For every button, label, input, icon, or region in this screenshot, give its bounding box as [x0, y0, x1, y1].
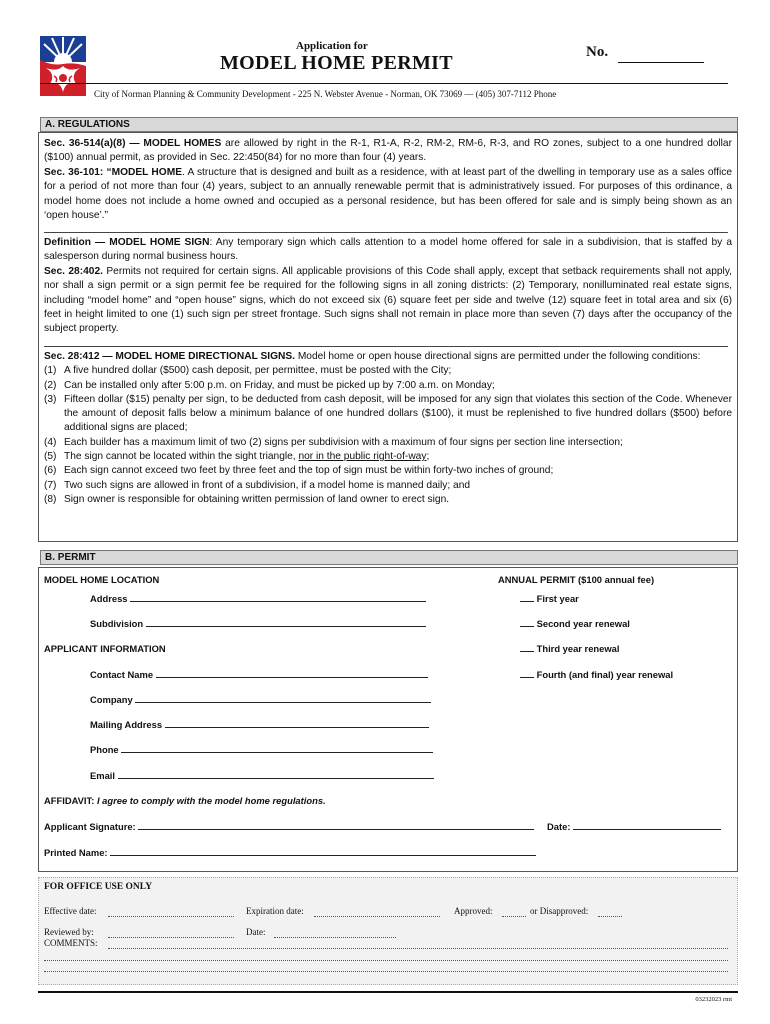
sec-36-514-body: are allowed by right in the R-1, R1-A, R-2, RM-2, RM-6, R-3, and RO zones, subject to a one hundred dollar ($100) annual permit, as provided in Sec. 22:450(84) for no more than four (4) years.	[44, 138, 732, 164]
city-address-line: City of Norman Planning & Community Development - 225 N. Webster Avenue - Norman, OK 73069 — (405) 307-7112 Phone	[94, 89, 557, 99]
regulation-sec-28-412	[44, 350, 732, 507]
definition-heading: Definition — MODEL HOME SIGN	[44, 237, 210, 248]
approved-label: Approved:	[454, 906, 493, 916]
city-seal-logo	[40, 36, 86, 96]
comments-line[interactable]	[108, 948, 728, 949]
expiration-date-label: Expiration date:	[246, 906, 304, 916]
permit-number-field[interactable]	[618, 62, 704, 63]
condition-item: (7) Two such signs are allowed in front of a subdivision, if a model home is manned daily; and	[44, 479, 471, 491]
footer-divider	[38, 991, 738, 993]
or-disapproved-label: or Disapproved:	[530, 906, 589, 916]
mailing-address-field[interactable]: Mailing Address	[90, 718, 429, 730]
reviewed-by-field[interactable]	[108, 937, 234, 938]
sec-36-101-heading: Sec. 36-101: “MODEL HOME	[44, 167, 182, 178]
third-year-checkbox[interactable]: Third year renewal	[520, 642, 619, 654]
applicant-signature-field[interactable]: Applicant Signature:	[44, 820, 534, 832]
comments-line[interactable]	[44, 960, 728, 961]
header-divider	[40, 83, 728, 84]
approved-field[interactable]	[502, 916, 526, 917]
printed-name-field[interactable]: Printed Name:	[44, 846, 536, 858]
condition-item: (6) Each sign cannot exceed two feet by three feet and the top of sign must be within forty-two inches of ground;	[44, 465, 554, 477]
contact-name-field[interactable]: Contact Name	[90, 668, 428, 680]
sec-28-402-heading: Sec. 28:402.	[44, 266, 103, 277]
disapproved-field[interactable]	[598, 916, 622, 917]
condition-item: (2) Can be installed only after 5:00 p.m. on Friday, and must be picked up by 7:00 a.m. on Monday;	[44, 379, 495, 391]
annual-permit-heading: ANNUAL PERMIT ($100 annual fee)	[498, 574, 655, 585]
sec-28-412-body: Model home or open house directional signs are permitted under the following conditions:	[294, 351, 701, 362]
office-use-box	[38, 877, 738, 985]
first-year-checkbox[interactable]: First year	[520, 592, 579, 604]
conditions-list	[44, 364, 732, 507]
sec-28-402-body: Permits not required for certain signs. All applicable provisions of this Code shall apply, except that setback requirements shall not apply, nor shall a sign permit or a sign permit fee be required for the following signs in all zoning districts: (2) Temporary, nonilluminated real estate signs, including “model home” and “open house” signs, which do not exceed six (6) square feet per side and twelve (12) square feet in total area and six (6) feet in height limited to one (1) such sign per street frontage. Such signs shall not remain in place more than seven (7) days after the occupancy of the subject property.	[44, 266, 732, 335]
sec-36-101-body: . A structure that is designed and built as a residence, with at least part of the dwelling in temporary use as a sales office for a period of not more than four (4) years, subject to an annually renewable permit that is administratively issued. For purposes of this ordinance, a model home does not include a home owned and occupied as a personal residence, but has been offered for sale and is simply being shown as an ‘open house’.”	[44, 167, 732, 221]
office-use-heading: FOR OFFICE USE ONLY	[44, 882, 153, 892]
comments-line[interactable]	[44, 971, 728, 972]
definition-body: : Any temporary sign which calls attention to a model home offered for sale in a subdivision, that is staffed by a salesperson during normal business hours.	[44, 237, 732, 263]
regulation-sec-36-514	[44, 137, 732, 166]
affidavit: AFFIDAVIT: I agree to comply with the model home regulations.	[44, 795, 326, 806]
condition-item: (5) The sign cannot be located within the sight triangle, nor in the public right-of-way;	[44, 451, 430, 463]
form-code: 03232023 rmt	[695, 996, 732, 1003]
condition-item: (4) Each builder has a maximum limit of two (2) signs per subdivision with a maximum of four signs per section line intersection;	[44, 436, 623, 448]
signature-date-field[interactable]: Date:	[547, 820, 721, 832]
definition-model-home-sign	[44, 236, 732, 265]
section-a-header: A. REGULATIONS	[40, 117, 738, 132]
fourth-year-checkbox[interactable]: Fourth (and final) year renewal	[520, 668, 673, 680]
office-date-field[interactable]	[274, 937, 396, 938]
condition-item: (3) Fifteen dollar ($15) penalty per sign, to be deducted from cash deposit, will be imposed for any sign that violates this section of the Code. Whenever the amount of deposit falls below a minimum balance of one hundred dollars ($100), it must be replenished to five hundred dollars ($500) before additional signs are placed;	[44, 393, 732, 434]
separator	[44, 232, 728, 233]
regulation-sec-28-402	[44, 265, 732, 336]
sec-28-412-heading: Sec. 28:412 — MODEL HOME DIRECTIONAL SIGNS.	[44, 351, 295, 362]
company-field[interactable]: Company	[90, 693, 431, 705]
effective-date-label: Effective date:	[44, 906, 97, 916]
condition-item: (8) Sign owner is responsible for obtaining written permission of land owner to erect sign.	[44, 493, 450, 505]
subdivision-field[interactable]: Subdivision	[90, 617, 426, 629]
application-for-label: Application for	[296, 40, 368, 52]
page-title: MODEL HOME PERMIT	[220, 52, 453, 74]
reviewed-by-label: Reviewed by:	[44, 927, 94, 937]
email-field[interactable]: Email	[90, 769, 434, 781]
regulation-sec-36-101	[44, 166, 732, 223]
separator	[44, 346, 728, 347]
applicant-information-heading: APPLICANT INFORMATION	[44, 643, 166, 654]
condition-item: (1) A five hundred dollar ($500) cash deposit, per permittee, must be posted with the City;	[44, 365, 452, 377]
second-year-checkbox[interactable]: Second year renewal	[520, 617, 630, 629]
phone-field[interactable]: Phone	[90, 743, 433, 755]
comments-label: COMMENTS:	[44, 938, 98, 948]
office-date-label: Date:	[246, 927, 266, 937]
address-field[interactable]: Address	[90, 592, 426, 604]
effective-date-field[interactable]	[108, 916, 234, 917]
expiration-date-field[interactable]	[314, 916, 440, 917]
sec-36-514-heading: Sec. 36-514(a)(8) — MODEL HOMES	[44, 138, 222, 149]
model-home-location-heading: MODEL HOME LOCATION	[44, 574, 160, 585]
permit-number-label: No.	[586, 44, 609, 60]
section-b-header: B. PERMIT	[40, 550, 738, 565]
